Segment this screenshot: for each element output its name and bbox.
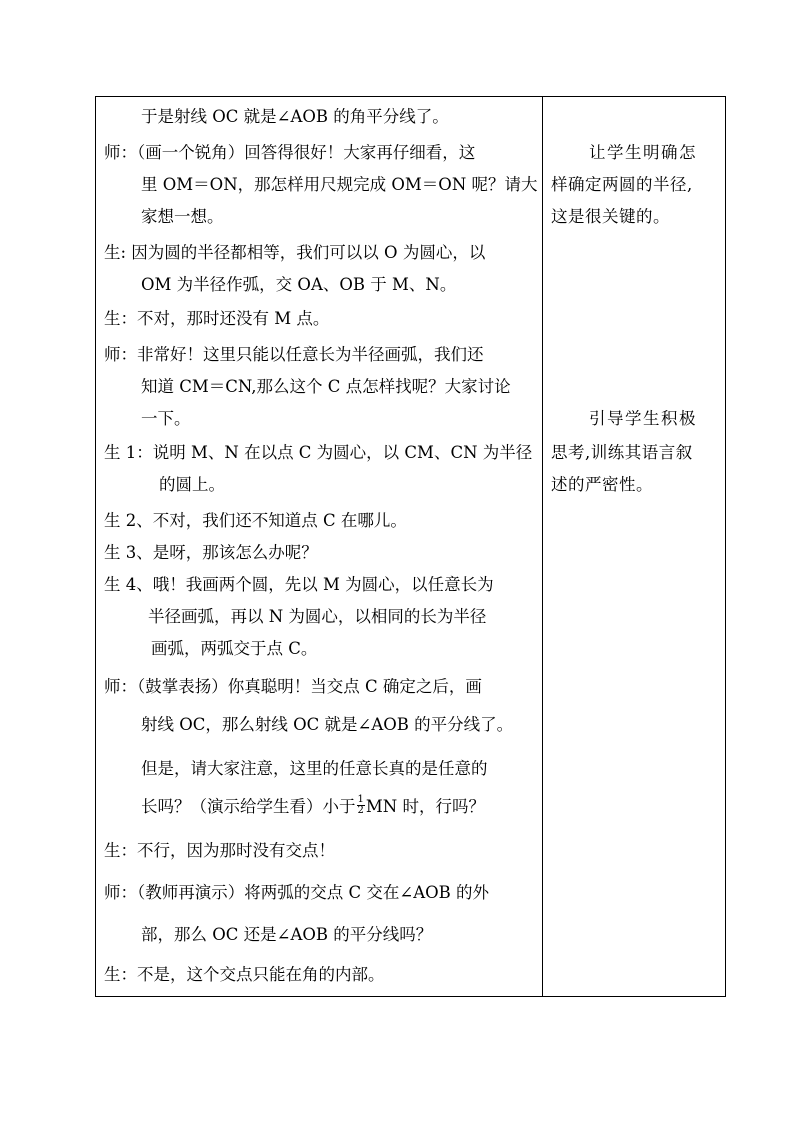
- teaching-note: 样确定两圆的半径,: [551, 175, 693, 194]
- dialogue-line: 生 1：说明 M、N 在以点 C 为圆心，以 CM、CN 为半径: [104, 443, 533, 462]
- teaching-note: 思考,训练其语言叙: [551, 443, 693, 462]
- dialogue-line: 的圆上。: [159, 475, 225, 494]
- dialogue-line: 生: 因为圆的半径都相等，我们可以以 O 为圆心，以: [104, 243, 486, 262]
- dialogue-line: 生：不行，因为那时没有交点！: [104, 841, 335, 860]
- dialogue-line: 生：不对，那时还没有 M 点。: [104, 309, 330, 328]
- dialogue-line: 里 OM＝ON，那怎样用尺规完成 OM＝ON 呢？请大: [141, 175, 538, 194]
- teaching-note: 述的严密性。: [551, 475, 653, 494]
- dialogue-line: 画弧，两弧交于点 C。: [151, 639, 318, 658]
- column-divider: [542, 97, 543, 996]
- dialogue-line-with-fraction: [141, 794, 485, 818]
- lesson-table: [95, 96, 726, 997]
- dialogue-line: 生 4、哦！我画两个圆，先以 M 为圆心，以任意长为: [104, 575, 494, 594]
- teaching-note: 这是很关键的。: [551, 207, 670, 226]
- fraction: [357, 795, 365, 816]
- dialogue-line: 师：（画一个锐角）回答得很好！大家再仔细看，这: [104, 143, 476, 162]
- dialogue-line: 师：（鼓掌表扬）你真聪明！当交点 C 确定之后，画: [104, 677, 482, 696]
- dialogue-line: OM 为半径作弧，交 OA、OB 于 M、N。: [141, 275, 457, 294]
- dialogue-line: 生：不是，这个交点只能在角的内部。: [104, 965, 385, 984]
- dialogue-line: 师：（教师再演示）将两弧的交点 C 交在∠AOB 的外: [104, 883, 490, 902]
- teaching-note: 引导学生积极: [589, 409, 697, 428]
- dialogue-text: 长吗？（演示给学生看）小于: [141, 797, 356, 816]
- dialogue-text: MN 时，行吗？: [365, 797, 485, 816]
- dialogue-line: 家想一想。: [141, 207, 224, 226]
- dialogue-line: 部，那么 OC 还是∠AOB 的平分线吗？: [141, 925, 433, 944]
- fraction-numerator: 1: [357, 794, 364, 805]
- dialogue-line: 知道 CM＝CN,那么这个 C 点怎样找呢？大家讨论: [141, 377, 511, 396]
- dialogue-line: 但是，请大家注意，这里的任意长真的是任意的: [141, 759, 488, 778]
- fraction-denominator: 2: [357, 805, 364, 816]
- teaching-note: 让学生明确怎: [589, 143, 697, 162]
- dialogue-line: 一下。: [141, 409, 191, 428]
- dialogue-line: 于是射线 OC 就是∠AOB 的角平分线了。: [141, 107, 449, 126]
- dialogue-line: 射线 OC，那么射线 OC 就是∠AOB 的平分线了。: [141, 715, 514, 734]
- dialogue-line: 师：非常好！这里只能以任意长为半径画弧，我们还: [104, 345, 484, 364]
- dialogue-line: 生 2、不对，我们还不知道点 C 在哪儿。: [104, 511, 407, 530]
- dialogue-line: 生 3、是呀，那该怎么办呢？: [104, 543, 318, 562]
- dialogue-line: 半径画弧，再以 N 为圆心，以相同的长为半径: [148, 607, 487, 626]
